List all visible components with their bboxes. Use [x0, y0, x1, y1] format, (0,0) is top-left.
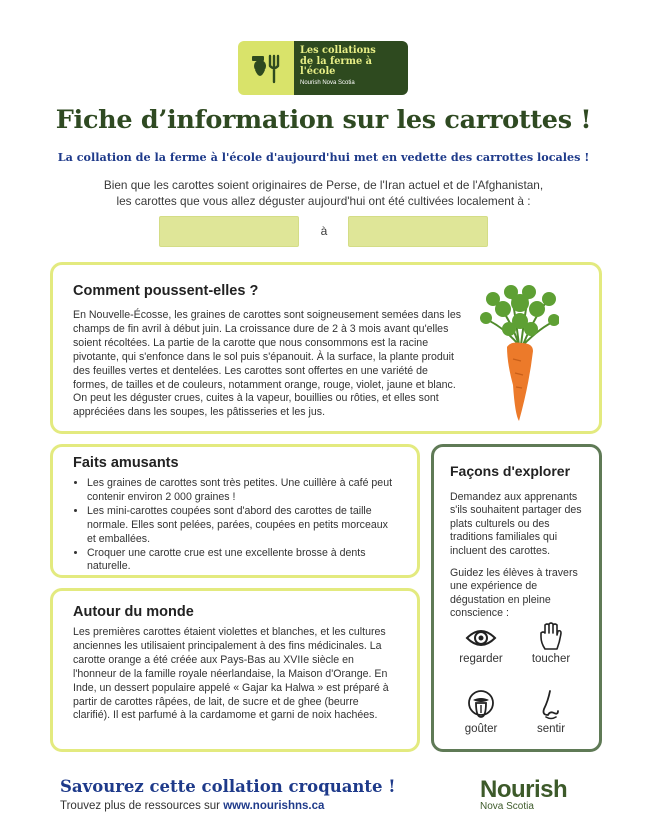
list-item: • Croquer une carotte crue est une excellente brosse à dents naturelle. [87, 547, 397, 575]
nose-icon [538, 689, 564, 721]
location-fill-box-1[interactable] [159, 216, 299, 247]
page-subtitle: La collation de la ferme à l'école d'aujourd'hui met en vedette des carrottes locales ! [57, 150, 590, 164]
hand-icon [537, 621, 565, 651]
fill-separator: à [320, 224, 328, 238]
grow-body: En Nouvelle-Écosse, les graines de carottes sont soigneusement semées dans les champs de fin avril à début juin. La croissance dure de 2 à 3 mois avant qu'elles soient récoltées. La partie de la carotte que nous consommons est la racine pivotante, qui s'enfonce dans le sol puis s'épanouit. À la surface, la plante produit des feuilles vertes et dentelées. Les carottes sont offertes en une variété de formes, de tailles et de couleurs, notamment orange, rouge, violet, jaune et blanc. On peut les déguster crues, cuites à la vapeur, bouillies ou rôties, et elles sont appréciées dans les soupes, les pâtisseries et les jus. [73, 309, 462, 419]
list-item: • Les graines de carottes sont très petites. Une cuillère à café peut contenir environ 2 000 graines ! [87, 477, 397, 505]
brand-name: Nourish [480, 776, 568, 803]
explore-card [431, 444, 602, 752]
around-world-heading: Autour du monde [73, 604, 194, 620]
sense-label: toucher [531, 653, 571, 665]
around-world-body: Les premières carottes étaient violettes et blanches, et les cultures anciennes les utilisaient principalement à des fins médicinales. La carotte orange a été créée aux Pays-Bas au XVIIe siècle en l'honneur de la famille royale néerlandaise, la Maison d'Orange. En Inde, un dessert populaire appelé « Gajar ka Halwa » est préparé à partir de carottes râpées, de lait, de sucre et de ghee (beurre clarifié). Il est parfumé à la cardamome et garni de noix hachées. [73, 626, 389, 722]
sense-taste [446, 689, 516, 735]
intro-text [0, 177, 647, 209]
program-logo [238, 41, 408, 95]
carrot-image [479, 285, 559, 425]
fun-facts-card [50, 444, 420, 578]
intro-line-1: Bien que les carottes soient originaires de Perse, de l'Iran actuel et de l'Afghanistan, [103, 178, 544, 192]
sense-label: sentir [536, 723, 566, 735]
around-world-card [50, 588, 420, 752]
footer-resources [60, 800, 324, 812]
explore-para-2: Guidez les élèves à travers une expérience de dégustation en pleine conscience : [450, 567, 578, 620]
logo-title-line-1: Les collations [300, 45, 376, 56]
resources-link[interactable]: www.nourishns.ca [223, 800, 325, 812]
explore-heading: Façons d'explorer [450, 463, 571, 479]
intro-line-2: les carottes que vous allez déguster aujourd'hui ont été cultivées localement à : [116, 194, 531, 208]
brand-sub: Nova Scotia [480, 801, 534, 812]
grow-card [50, 262, 602, 434]
list-item: • Les mini-carottes coupées sont d'abord des carottes de taille normale. Elles sont pelées, parées, coupées en petits morceaux et emballées. [87, 505, 397, 547]
mouth-icon [466, 689, 496, 721]
fun-facts-heading: Faits amusants [73, 455, 179, 471]
location-fill-box-2[interactable] [348, 216, 488, 247]
explore-para-1: Demandez aux apprenants s'ils souhaitent partager des plats culturels ou des traditions familiales qui incluent des carottes. [450, 491, 582, 557]
resources-prefix: Trouvez plus de ressources sur [60, 800, 224, 812]
eye-icon [465, 625, 497, 651]
farm-fork-icon [238, 41, 294, 95]
sense-smell [516, 689, 586, 735]
sense-label: goûter [464, 723, 498, 735]
sense-label: regarder [459, 653, 503, 665]
fun-facts-list [73, 477, 397, 574]
page-title: Fiche d’information sur les carrottes ! [55, 105, 592, 135]
nourish-logo [480, 776, 610, 812]
footer-title: Savourez cette collation croquante ! [60, 777, 396, 796]
sense-look [446, 625, 516, 665]
logo-title-line-3: l'école [300, 66, 336, 77]
logo-org: Nourish Nova Scotia [300, 79, 355, 86]
logo-title-line-2: de la ferme à [300, 55, 372, 67]
grow-heading: Comment poussent-elles ? [73, 283, 259, 299]
sense-touch [516, 621, 586, 665]
